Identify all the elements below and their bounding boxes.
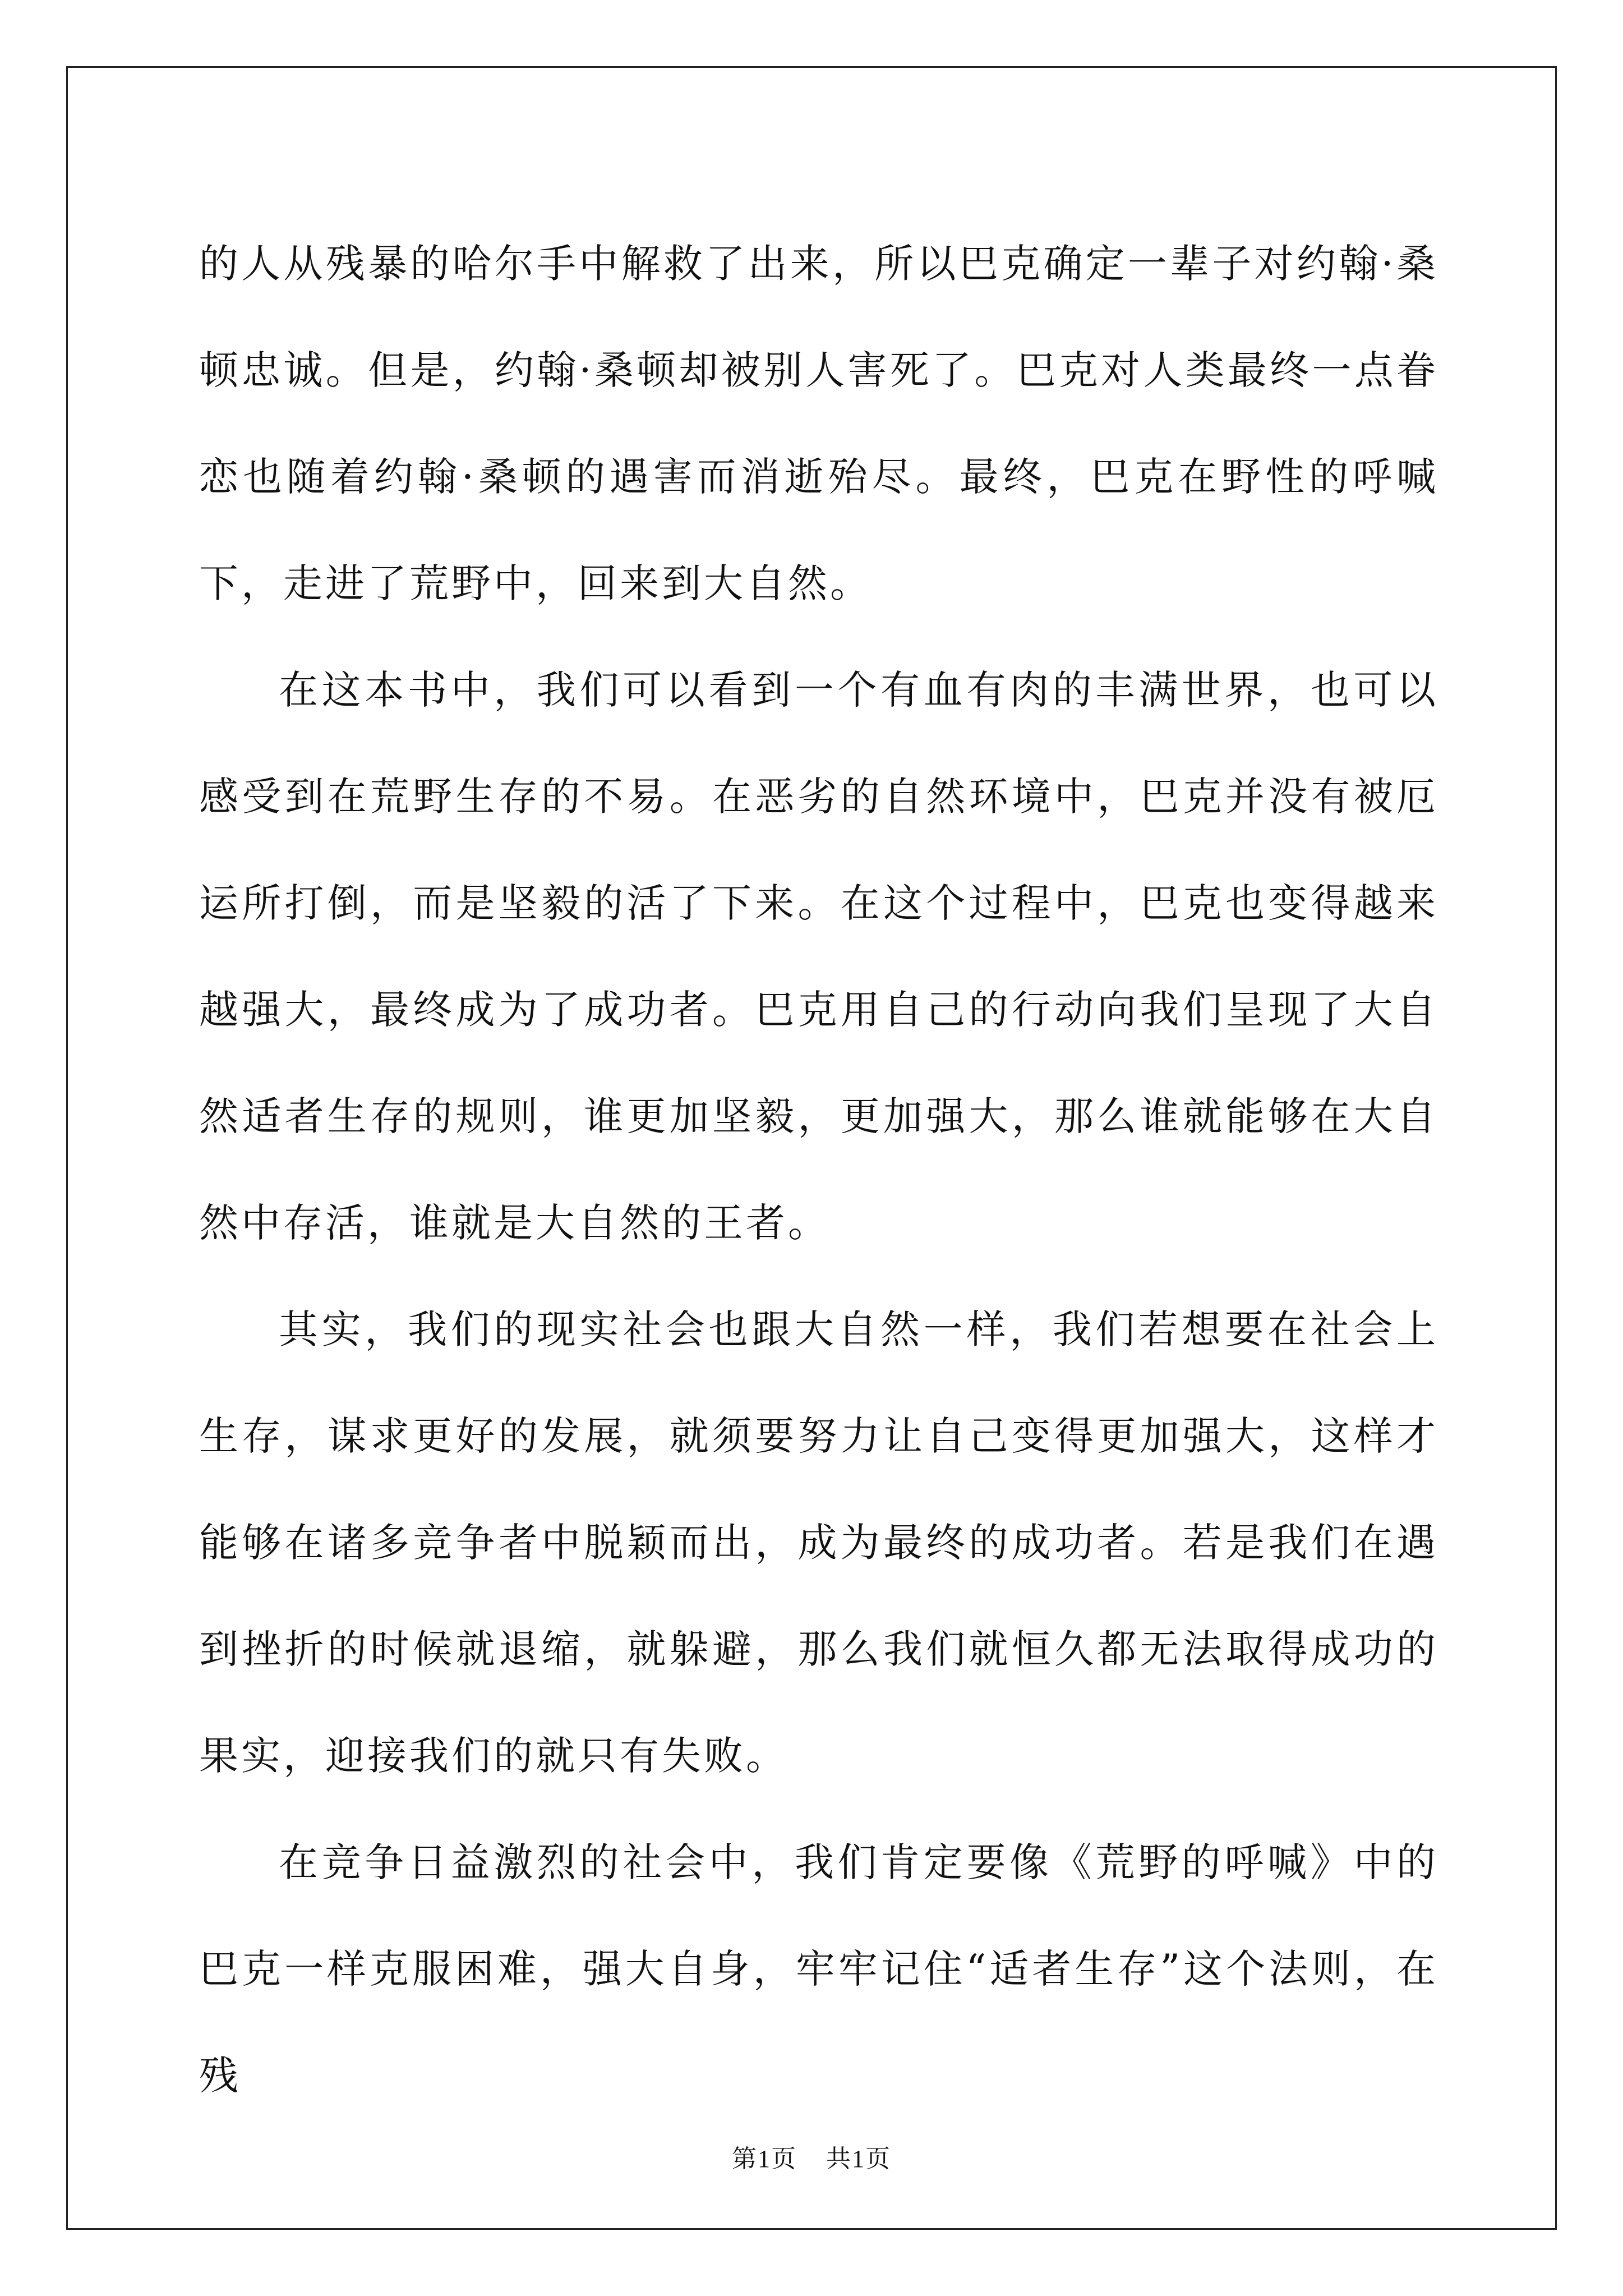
paragraph: 在这本书中，我们可以看到一个有血有肉的丰满世界，也可以感受到在荒野生存的不易。在恶劣的自然环境中，巴克并没有被厄运所打倒，而是坚毅的活了下来。在这个过程中，巴克也变得越来越强大，最终成为了成功者。巴克用自己的行动向我们呈现了大自然适者生存的规则，谁更加坚毅，更加强大，那么谁就能够在大自然中存活，谁就是大自然的王者。	[199, 667, 1438, 1246]
total-pages: 共1页	[826, 2145, 891, 2173]
page-footer	[0, 2138, 1623, 2174]
paragraph: 在竞争日益激烈的社会中，我们肯定要像《荒野的呼喊》中的巴克一样克服困难，强大自身，牢牢记住“适者生存”这个法则，在残	[199, 1839, 1438, 2099]
document-body	[199, 210, 1438, 2129]
page-number: 第1页	[732, 2145, 797, 2173]
paragraph: 其实，我们的现实社会也跟大自然一样，我们若想要在社会上生存，谋求更好的发展，就须要努力让自己变得更加强大，这样才能够在诸多竞争者中脱颖而出，成为最终的成功者。若是我们在遇到挫折的时候就退缩，就躲避，那么我们就恒久都无法取得成功的果实，迎接我们的就只有失败。	[199, 1306, 1438, 1779]
paragraph-continuation: 的人从残暴的哈尔手中解救了出来，所以巴克确定一辈子对约翰·桑顿忠诚。但是，约翰·桑顿却被别人害死了。巴克对人类最终一点眷恋也随着约翰·桑顿的遇害而消逝殆尽。最终，巴克在野性的呼喊下，走进了荒野中，回来到大自然。	[199, 241, 1438, 606]
